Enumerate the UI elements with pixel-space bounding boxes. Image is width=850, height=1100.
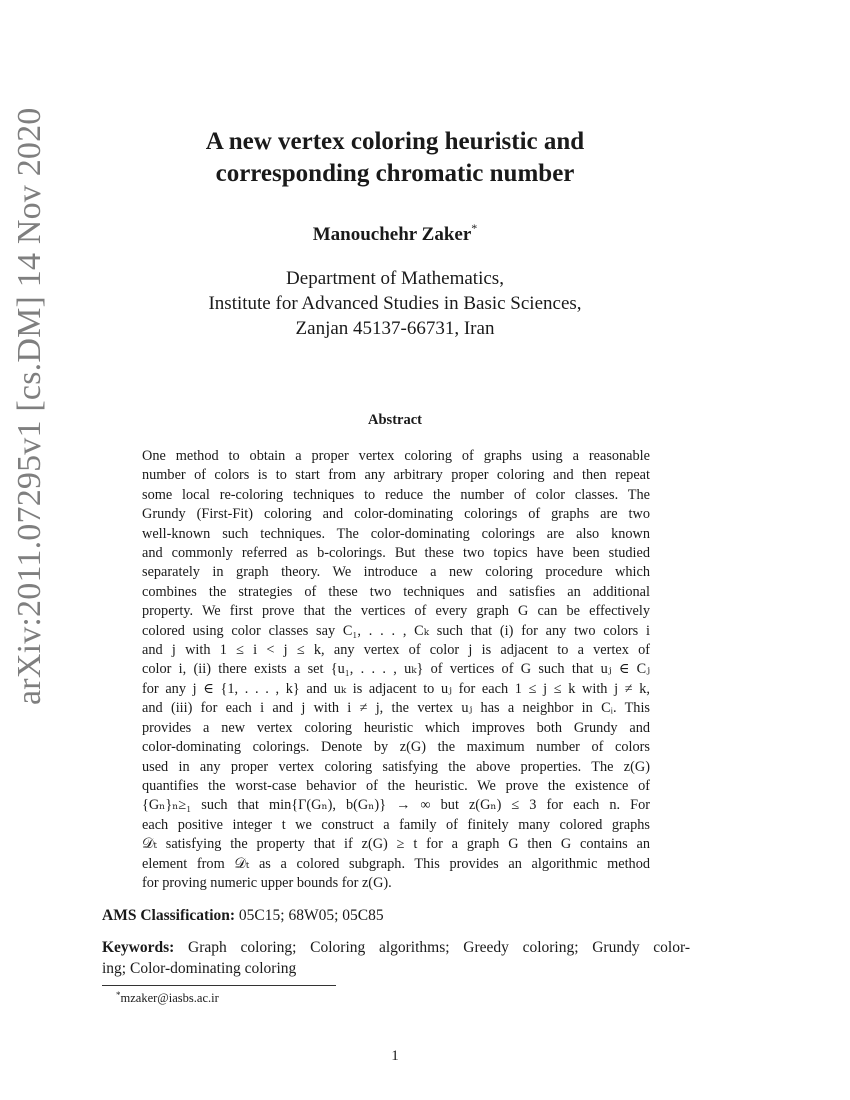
keywords-line-1 xyxy=(102,937,690,958)
page-number: 1 xyxy=(391,1048,399,1064)
keywords-label: Keywords: xyxy=(102,939,175,956)
abstract-line: used in any proper vertex coloring satisfying the above properties. The z(G) xyxy=(142,758,650,775)
arxiv-identifier-stamp: arXiv:2011.07295v1 [cs.DM] 14 Nov 2020 xyxy=(11,107,48,705)
affiliation-line-3: Zanjan 45137-66731, Iran xyxy=(295,318,495,339)
keywords-line-2: ing; Color-dominating coloring xyxy=(102,960,297,977)
abstract-line: for any j ∈ {1, . . . , k} and uₖ is adjacent to uⱼ for each 1 ≤ j ≤ k with j ≠ k, xyxy=(142,680,650,697)
abstract-line: quantifies the worst-case behavior of the heuristic. We prove the existence of xyxy=(142,777,650,794)
abstract-line: property. We first prove that the vertices of every graph G can be effectively xyxy=(142,603,650,620)
abstract-line: each positive integer t we construct a family of finitely many colored graphs xyxy=(142,816,650,833)
affiliation-line-1: Department of Mathematics, xyxy=(286,268,504,289)
ams-classification xyxy=(102,905,702,927)
abstract-line: 𝒟ₜ satisfying the property that if z(G) ≥ t for a graph G then G contains an xyxy=(142,836,650,853)
abstract-line: number of colors is to start from any arbitrary proper coloring and then repeat xyxy=(142,467,650,484)
paper-title xyxy=(110,126,680,190)
author-name xyxy=(200,223,590,247)
author-name-text: Manouchehr Zaker xyxy=(312,224,472,245)
abstract-line: combines the strategies of these two techniques and satisfies an additional xyxy=(142,583,650,600)
author-email-footnote xyxy=(116,990,416,1006)
abstract-line: provides a new vertex coloring heuristic which improves both Grundy and xyxy=(142,719,650,736)
abstract-line: colored using color classes say C₁, . . . , Cₖ such that (i) for any two colors i xyxy=(142,622,650,639)
footnote-mark: * xyxy=(116,990,121,1000)
abstract-line: and (iii) for each i and j with i ≠ j, the vertex uⱼ has a neighbor in Cᵢ. This xyxy=(142,700,650,717)
abstract-line: One method to obtain a proper vertex coloring of graphs using a reasonable xyxy=(142,448,650,464)
abstract-line: well-known such techniques. The color-dominating colorings are also known xyxy=(142,525,650,542)
abstract-line: and j with 1 ≤ i < j ≤ k, any vertex of color j is adjacent to a vertex of xyxy=(142,642,650,659)
abstract-line: color-dominating colorings. Denote by z(G) the maximum number of colors xyxy=(142,739,650,756)
title-line-1: A new vertex coloring heuristic and xyxy=(205,128,585,155)
abstract-line: some local re-coloring techniques to reduce the number of color classes. The xyxy=(142,486,650,503)
abstract-line: separately in graph theory. We introduce a new coloring procedure which xyxy=(142,564,650,581)
abstract-heading: Abstract xyxy=(368,412,422,428)
ams-value: 05C15; 68W05; 05C85 xyxy=(238,907,384,924)
abstract-line: {Gₙ}ₙ≥₁ such that min{Γ(Gₙ), b(Gₙ)} → ∞ but z(Gₙ) ≤ 3 for each n. For xyxy=(142,797,650,814)
abstract-line: color i, (ii) there exists a set {u₁, . . . , uₖ} of vertices of G such that uⱼ ∈ Cⱼ xyxy=(142,661,650,678)
author-affiliation xyxy=(150,266,640,341)
abstract-line: for proving numeric upper bounds for z(G). xyxy=(142,874,392,891)
abstract-line: Grundy (First-Fit) coloring and color-dominating colorings of graphs are two xyxy=(142,506,650,523)
title-line-2: corresponding chromatic number xyxy=(215,160,575,187)
author-footnote-mark: * xyxy=(471,221,478,235)
abstract-body xyxy=(142,447,650,893)
abstract-line: and commonly referred as b-colorings. But these two topics have been studied xyxy=(142,545,650,562)
ams-label: AMS Classification: xyxy=(102,907,236,924)
keywords-text-1: Graph coloring; Coloring algorithms; Greedy coloring; Grundy color- xyxy=(188,939,690,956)
author-email: mzaker@iasbs.ac.ir xyxy=(120,991,219,1005)
keywords xyxy=(102,937,690,979)
footnote-divider xyxy=(102,985,336,986)
abstract-line: element from 𝒟ₜ as a colored subgraph. This provides an algorithmic method xyxy=(142,855,650,872)
affiliation-line-2: Institute for Advanced Studies in Basic Sciences, xyxy=(208,293,582,314)
